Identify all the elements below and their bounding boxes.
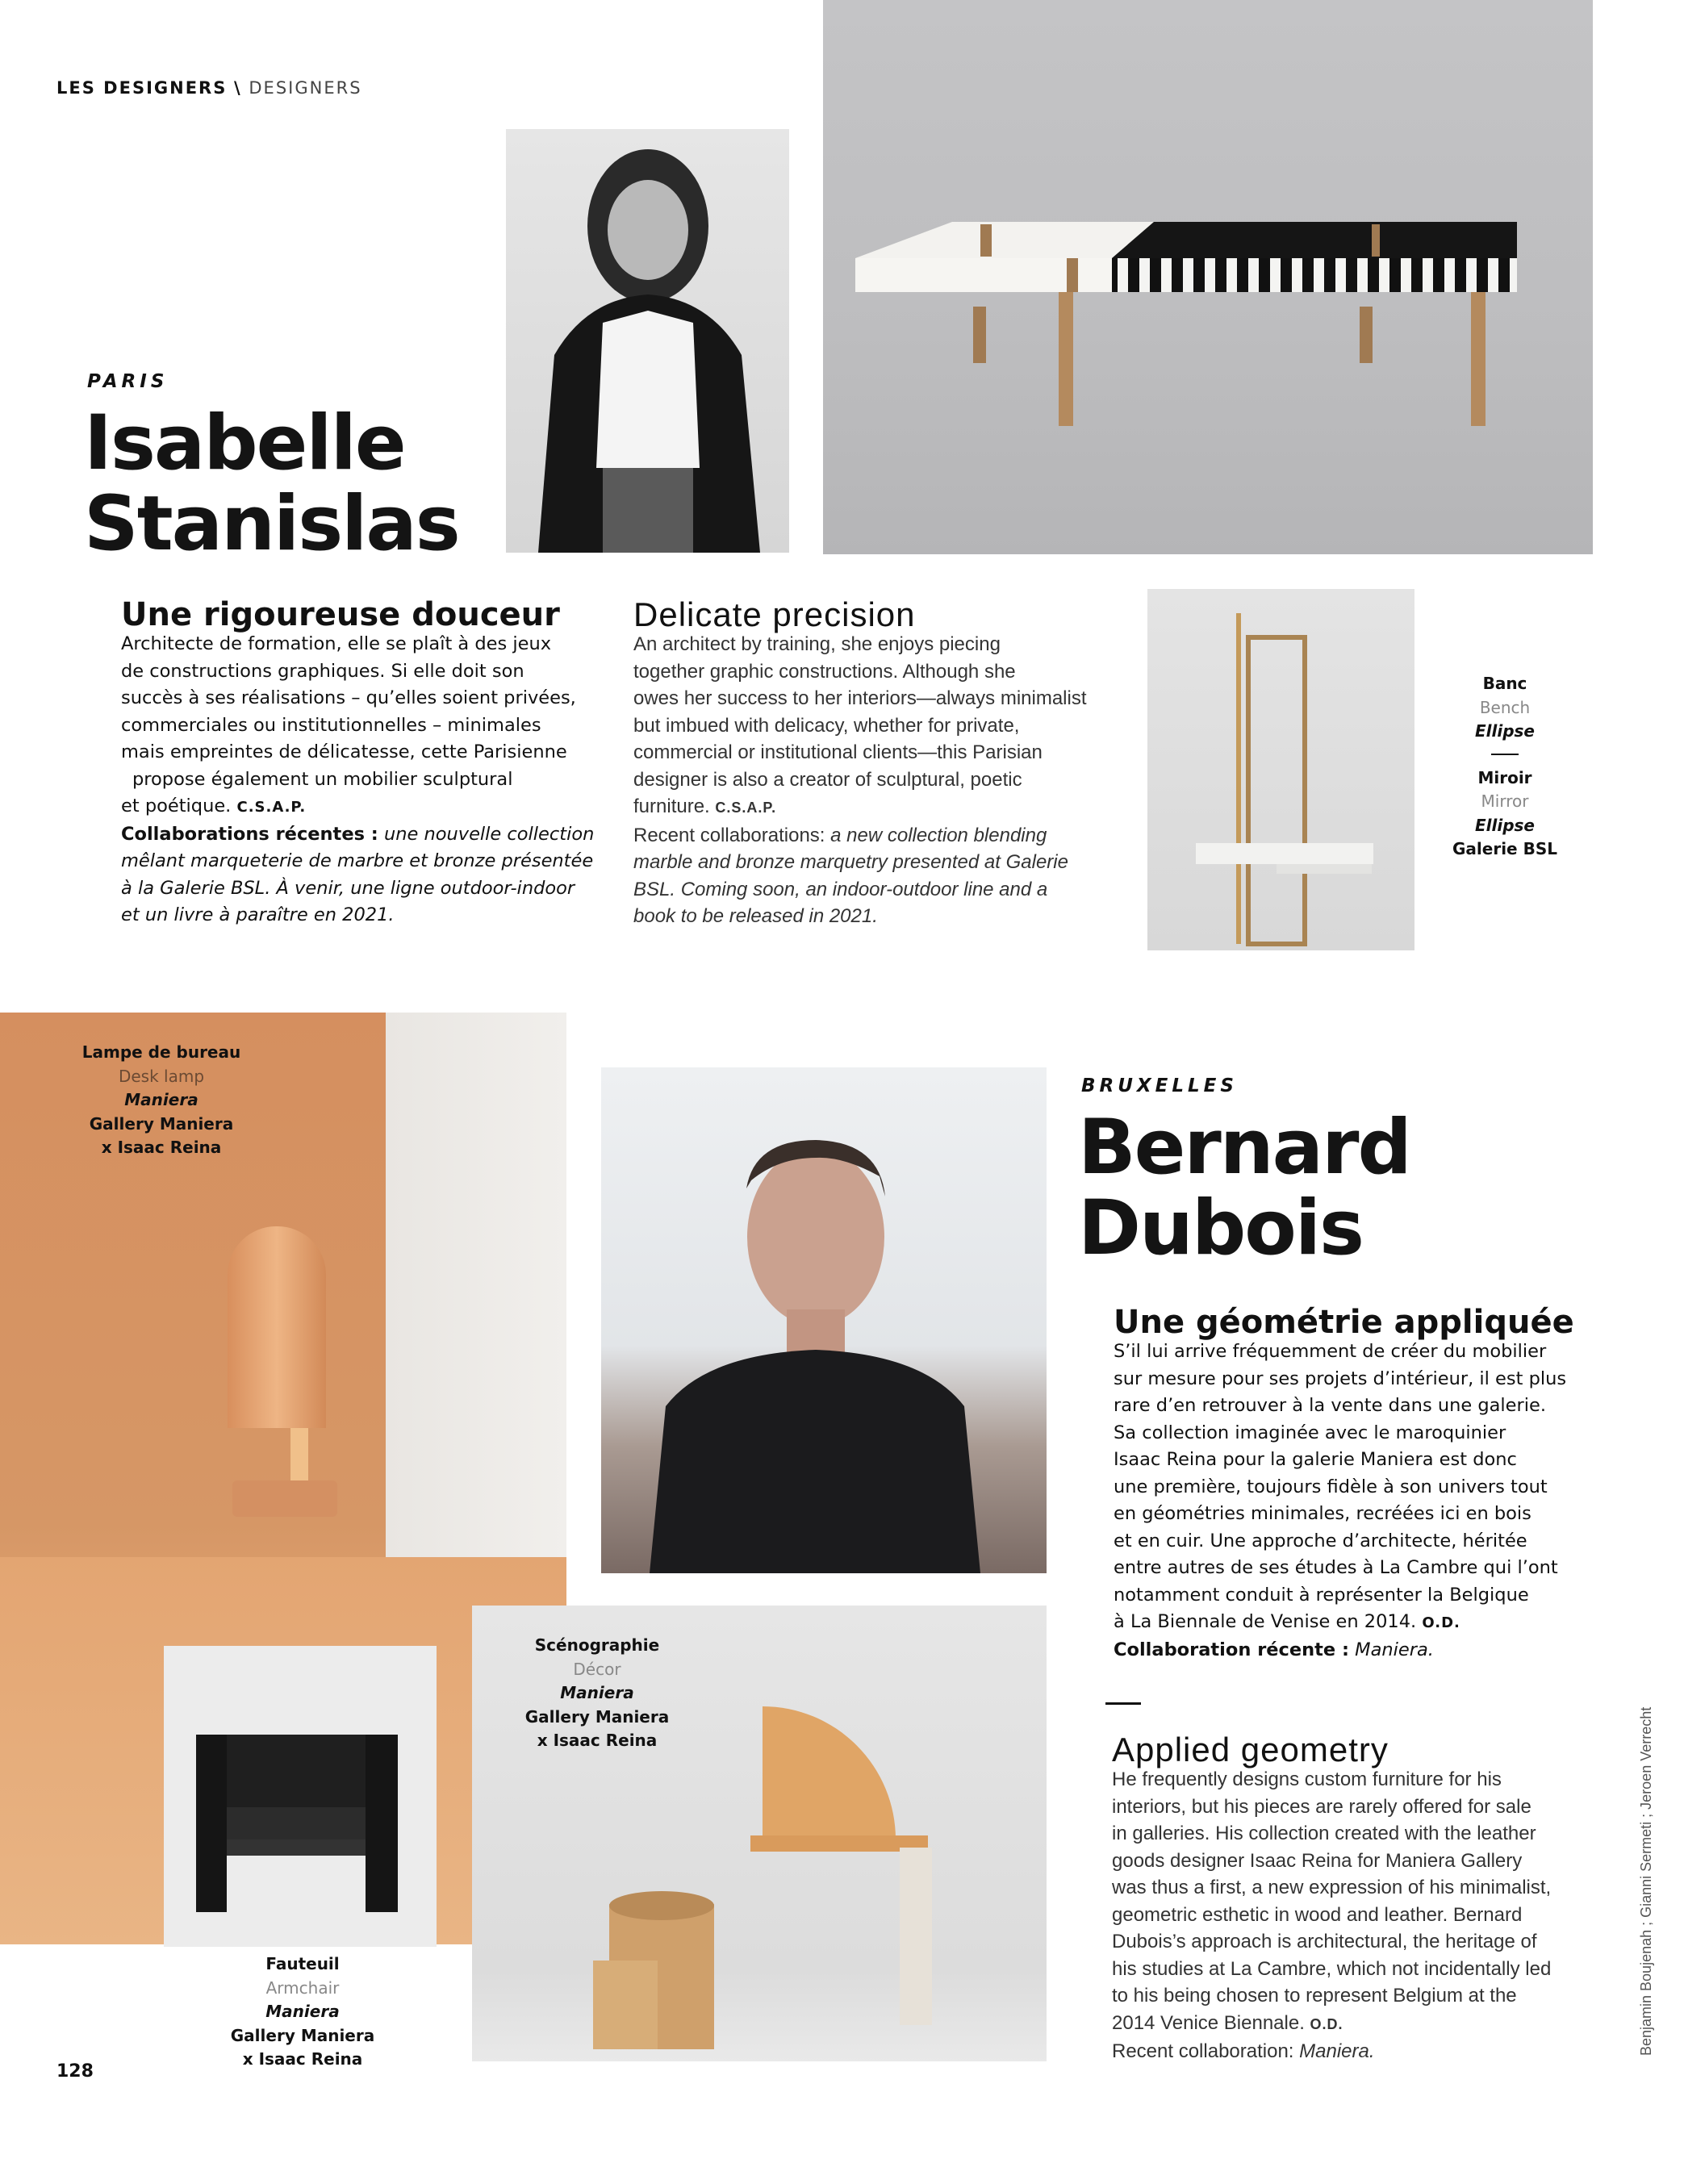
text-line: à la Galerie BSL. À venir, une ligne outdoor-indoor: [121, 877, 575, 899]
designer2-heading-fr: Une géométrie appliquée: [1114, 1304, 1574, 1341]
text-fragment: Maniera.: [1293, 2040, 1375, 2062]
designer2-name-line2: Dubois: [1078, 1184, 1363, 1272]
text-line: Sa collection imaginée avec le maroquinier: [1114, 1422, 1506, 1443]
designer2-text-en: [1112, 1731, 1628, 2065]
text-fragment: à La Biennale de Venise en 2014.: [1114, 1611, 1417, 1632]
text-fragment: a new collection blending: [825, 824, 1047, 846]
caption-lamp-en: Desk lamp: [118, 1066, 205, 1086]
caption-scenography-gallery2: x Isaac Reina: [537, 1731, 658, 1750]
mirror-photo: [1147, 589, 1414, 950]
text-line: owes her success to her interiors—always minimalist: [633, 687, 1087, 709]
text-line: en géométries minimales, recréées ici en bois: [1114, 1503, 1531, 1524]
armchair-illustration: [164, 1646, 437, 1947]
caption-lamp-model: Maniera: [124, 1090, 198, 1109]
text-line: notamment conduit à représenter la Belgique: [1114, 1584, 1529, 1606]
text-line: Isaac Reina pour la galerie Maniera est donc: [1114, 1449, 1517, 1470]
caption-item2-en: Mirror: [1481, 791, 1529, 811]
caption-scenography: [500, 1634, 694, 1753]
caption-armchair-fr: Fauteuil: [265, 1954, 340, 1973]
text-line: was thus a first, a new expression of his minimalist,: [1112, 1877, 1552, 1898]
caption-scenography-fr: Scénographie: [534, 1635, 660, 1655]
text-line: geometric esthetic in wood and leather. Bernard: [1112, 1903, 1523, 1926]
text-line: [121, 793, 605, 821]
text-line: designer is also a creator of sculptural, poetic: [633, 768, 1022, 791]
text-line: [1114, 1637, 1630, 1664]
caption-scenography-model: Maniera: [560, 1683, 634, 1702]
text-fragment: 2014 Venice Biennale.: [1112, 2011, 1305, 2034]
caption-armchair-en: Armchair: [265, 1977, 340, 1998]
text-line: BSL. Coming soon, an indoor-outdoor line and a: [633, 878, 1048, 900]
caption-scenography-gallery1: Gallery Maniera: [524, 1706, 670, 1727]
text-line: et en cuir. Une approche d’architecte, héritée: [1114, 1530, 1527, 1551]
caption-item2-model: Ellipse: [1474, 815, 1535, 835]
caption-lamp: [69, 1041, 254, 1160]
lamp-stem: [290, 1428, 308, 1480]
text-line: Architecte de formation, elle se plaît à des jeux: [121, 633, 552, 654]
section-separator: \: [234, 78, 242, 98]
section-divider: [1105, 1702, 1141, 1705]
text-fragment: une nouvelle collection: [378, 823, 595, 845]
designer2-text-fr: [1114, 1303, 1630, 1664]
caption-lamp-gallery2: x Isaac Reina: [101, 1138, 222, 1157]
collab-label: Recent collaborations:: [633, 824, 825, 846]
text-line: interiors, but his pieces are rarely offered for sale: [1112, 1795, 1531, 1818]
caption-item1-model: Ellipse: [1474, 721, 1535, 741]
designer2-city: BRUXELLES: [1081, 1075, 1238, 1096]
designer1-name-line2: Stanislas: [84, 480, 459, 568]
bench-illustration: [823, 0, 1593, 554]
caption-armchair-gallery1: Gallery Maniera: [230, 2025, 375, 2045]
text-line: to his being chosen to represent Belgium at the: [1112, 1985, 1517, 2007]
designer1-text-en: [633, 595, 1134, 930]
text-line: together graphic constructions. Although she: [633, 660, 1016, 683]
text-line: mais empreintes de délicatesse, cette Parisienne: [121, 741, 567, 762]
text-line: S’il lui arrive fréquemment de créer du mobilier: [1114, 1341, 1547, 1362]
lamp-shade: [228, 1226, 326, 1428]
text-line: [633, 793, 1134, 822]
text-fragment: furniture.: [633, 796, 710, 817]
collab-label: Collaboration récente :: [1114, 1639, 1350, 1660]
designer2-name-line1: Bernard: [1078, 1104, 1410, 1192]
photo-credits: [1638, 1707, 1655, 2056]
designer1-body-fr: [121, 631, 605, 929]
caption-armchair-gallery2: x Isaac Reina: [242, 2049, 363, 2069]
designer1-heading-fr: Une rigoureuse douceur: [121, 596, 560, 633]
section-title-fr: LES DESIGNERS: [56, 78, 228, 98]
text-line: He frequently designs custom furniture for his: [1112, 1768, 1502, 1790]
caption-lamp-gallery1: Gallery Maniera: [89, 1113, 234, 1134]
text-line: [1112, 2010, 1628, 2039]
designer2-heading-en: Applied geometry: [1112, 1731, 1389, 1768]
armchair-photo: [164, 1646, 437, 1947]
designer2-body-en: [1112, 1766, 1628, 2065]
designer1-name: [84, 399, 459, 568]
designer2-name: [1078, 1104, 1410, 1272]
text-fragment: Maniera.: [1349, 1639, 1434, 1660]
text-fragment: et poétique.: [121, 796, 232, 816]
text-line: commercial or institutional clients—this Parisian: [633, 741, 1043, 763]
text-line: but imbued with delicacy, whether for private,: [633, 714, 1020, 737]
text-line: his studies at La Cambre, which not incidentally led: [1112, 1957, 1552, 1980]
text-line: de constructions graphiques. Si elle doit son: [121, 660, 524, 682]
caption-bench-mirror: [1428, 672, 1582, 862]
caption-gallery: Galerie BSL: [1452, 839, 1557, 858]
bench-photo: [823, 0, 1593, 554]
text-line: An architect by training, she enjoys piecing: [633, 633, 1001, 655]
text-line: et un livre à paraître en 2021.: [121, 904, 395, 925]
portrait-illustration: [506, 129, 789, 553]
designer1-text-fr: [121, 595, 605, 929]
text-line: [1112, 2038, 1628, 2065]
text-line: mêlant marqueterie de marbre et bronze présentée: [121, 850, 594, 871]
caption-armchair: [206, 1952, 399, 2072]
section-title-en: DESIGNERS: [249, 78, 362, 98]
portrait-bernard-dubois: [601, 1067, 1047, 1573]
author-signature: O.D.: [1422, 1614, 1460, 1631]
text-line: entre autres de ses études à La Cambre qui l’ont: [1114, 1557, 1558, 1578]
author-signature: C.S.A.P.: [236, 799, 307, 816]
text-line: succès à ses réalisations – qu’elles soient privées,: [121, 687, 576, 708]
text-line: [1114, 1609, 1630, 1637]
collab-label: Recent collaboration:: [1112, 2040, 1294, 2062]
page-number: 128: [56, 2061, 94, 2082]
caption-item1-fr: Banc: [1482, 674, 1527, 693]
caption-armchair-model: Maniera: [265, 2002, 340, 2021]
photo-credits-text: Benjamin Boujenah ; Gianni Sermeti ; Jeroen Verrecht: [1638, 1706, 1654, 2056]
caption-divider: [1491, 754, 1519, 755]
text-line: [121, 821, 605, 849]
designer1-city: PARIS: [87, 371, 169, 392]
section-header: [56, 78, 362, 98]
mirror-illustration: [1147, 589, 1414, 950]
text-line: marble and bronze marquetry presented at Galerie: [633, 851, 1068, 873]
text-line: [633, 822, 1134, 850]
designer1-name-line1: Isabelle: [84, 399, 405, 487]
text-line: rare d’en retrouver à la vente dans une galerie.: [1114, 1395, 1546, 1416]
collab-label: Collaborations récentes :: [121, 823, 378, 845]
portrait2-illustration: [601, 1067, 1047, 1573]
author-signature: C.S.A.P.: [715, 800, 777, 816]
text-line: in galleries. His collection created with the leather: [1112, 1823, 1536, 1844]
designer2-body-fr: [1114, 1338, 1630, 1664]
portrait-isabelle-stanislas: [506, 129, 789, 553]
text-line: goods designer Isaac Reina for Maniera Gallery: [1112, 1849, 1523, 1872]
lamp-base: [232, 1480, 337, 1517]
text-line: commerciales ou institutionnelles – minimales: [121, 714, 541, 736]
caption-item2-fr: Miroir: [1477, 767, 1532, 787]
caption-item1-en: Bench: [1479, 697, 1531, 717]
text-line: Dubois’s approach is architectural, the heritage of: [1112, 1931, 1537, 1952]
caption-lamp-fr: Lampe de bureau: [81, 1042, 241, 1062]
lamp-wall-light: [386, 1013, 566, 1601]
text-line: book to be released in 2021.: [633, 905, 878, 927]
text-line: propose également un mobilier sculptural: [132, 768, 513, 790]
author-signature: O.D.: [1310, 2015, 1343, 2032]
text-line: une première, toujours fidèle à son univers tout: [1114, 1476, 1548, 1497]
caption-scenography-en: Décor: [573, 1659, 621, 1679]
designer1-body-en: [633, 631, 1134, 930]
text-line: sur mesure pour ses projets d’intérieur, il est plus: [1114, 1368, 1567, 1389]
designer1-heading-en: Delicate precision: [633, 595, 916, 633]
